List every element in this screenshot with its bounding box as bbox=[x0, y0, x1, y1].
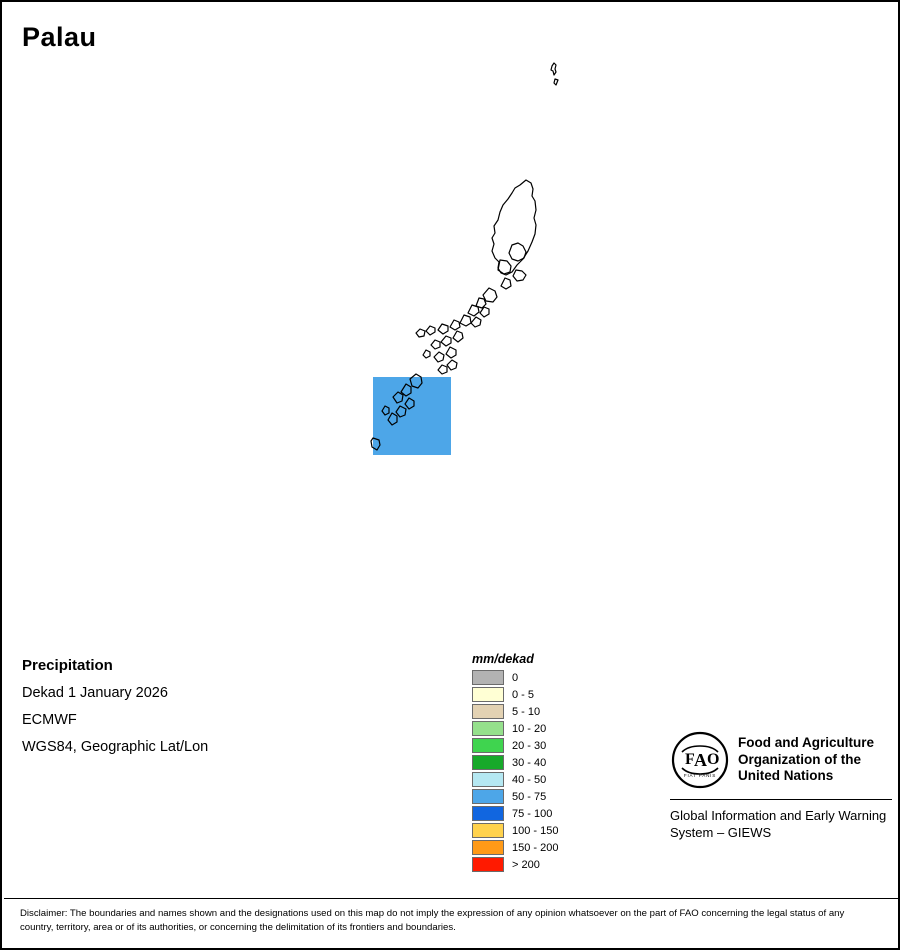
fao-organization-name: Food and Agriculture Organization of the United Nations bbox=[738, 735, 874, 784]
legend-label: 100 - 150 bbox=[512, 824, 559, 837]
legend-item bbox=[472, 822, 602, 839]
legend-swatch bbox=[472, 687, 504, 702]
info-heading: Precipitation bbox=[22, 657, 113, 674]
svg-text:FIAT PANIS: FIAT PANIS bbox=[683, 773, 717, 778]
info-source: ECMWF bbox=[22, 712, 77, 728]
legend-item bbox=[472, 669, 602, 686]
fao-logo-icon bbox=[670, 730, 730, 790]
fao-branding bbox=[670, 730, 895, 842]
legend-label: 30 - 40 bbox=[512, 756, 547, 769]
legend-swatch bbox=[472, 721, 504, 736]
divider bbox=[670, 799, 892, 800]
legend-item bbox=[472, 703, 602, 720]
legend-label: 5 - 10 bbox=[512, 705, 541, 718]
legend-swatch bbox=[472, 738, 504, 753]
legend-item bbox=[472, 754, 602, 771]
page-title: Palau bbox=[22, 22, 97, 52]
legend-item bbox=[472, 686, 602, 703]
legend-item bbox=[472, 856, 602, 873]
legend-swatch bbox=[472, 670, 504, 685]
svg-text:F: F bbox=[685, 751, 695, 768]
legend-swatch bbox=[472, 840, 504, 855]
legend-label: 10 - 20 bbox=[512, 722, 547, 735]
legend-swatch bbox=[472, 755, 504, 770]
legend-label: 40 - 50 bbox=[512, 773, 547, 786]
legend-title: mm/dekad bbox=[472, 652, 534, 666]
legend-swatch bbox=[472, 789, 504, 804]
svg-text:A: A bbox=[694, 750, 707, 770]
legend-label: 50 - 75 bbox=[512, 790, 547, 803]
legend-label: 0 bbox=[512, 671, 519, 684]
country-outline bbox=[371, 63, 558, 450]
legend-swatch bbox=[472, 823, 504, 838]
legend-item bbox=[472, 771, 602, 788]
giews-system-name: Global Information and Early Warning System – GIEWS bbox=[670, 808, 887, 840]
legend-swatch bbox=[472, 704, 504, 719]
map-info-block bbox=[22, 657, 402, 766]
info-projection: WGS84, Geographic Lat/Lon bbox=[22, 739, 209, 755]
legend-item bbox=[472, 720, 602, 737]
legend-item bbox=[472, 788, 602, 805]
legend-label: 20 - 30 bbox=[512, 739, 547, 752]
info-period: Dekad 1 January 2026 bbox=[22, 685, 168, 701]
legend-item bbox=[472, 805, 602, 822]
legend-label: 0 - 5 bbox=[512, 688, 535, 701]
legend-swatch bbox=[472, 772, 504, 787]
precip-cell bbox=[373, 377, 451, 455]
legend-swatch bbox=[472, 857, 504, 872]
legend bbox=[472, 652, 602, 873]
legend-item bbox=[472, 737, 602, 754]
legend-label: 75 - 100 bbox=[512, 807, 553, 820]
divider bbox=[4, 898, 898, 899]
legend-label: > 200 bbox=[512, 858, 540, 871]
legend-swatch bbox=[472, 806, 504, 821]
legend-label: 150 - 200 bbox=[512, 841, 559, 854]
disclaimer-text: Disclaimer: The boundaries and names shown and the designations used on this map do not imply the expression of any opinion whatsoever on the part of FAO concerning the legal status of any country, territory, area or of its authorities, or concerning the delimitation of its frontiers and boundaries. bbox=[20, 908, 845, 933]
svg-text:O: O bbox=[707, 751, 720, 768]
map-canvas[interactable] bbox=[2, 2, 898, 642]
legend-item bbox=[472, 839, 602, 856]
